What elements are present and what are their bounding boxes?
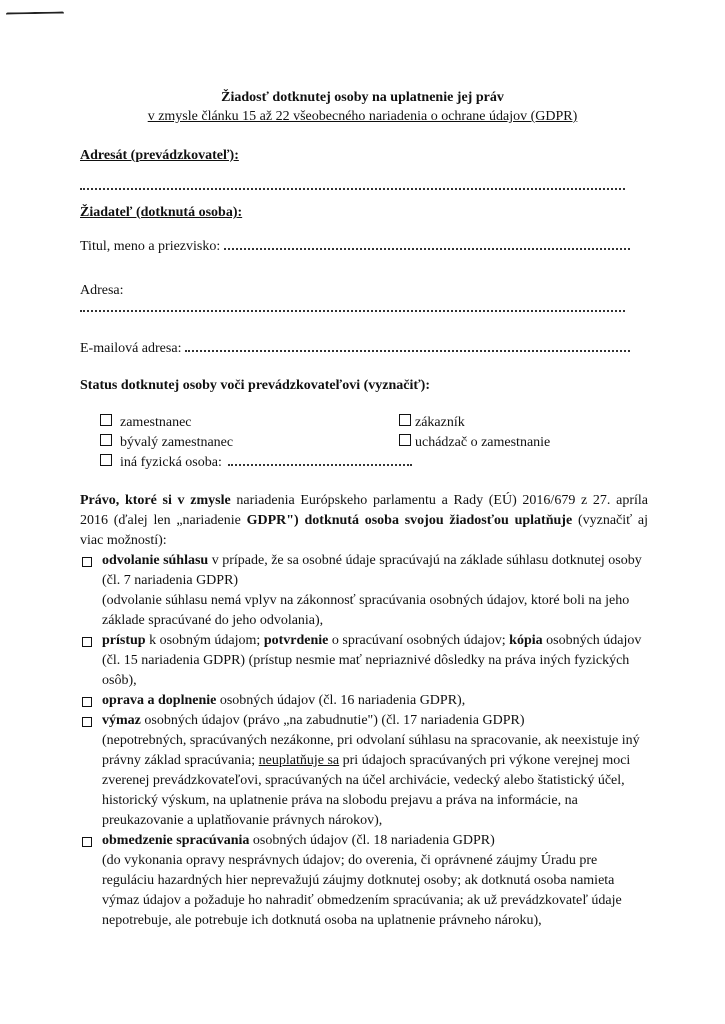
status-option-customer[interactable]: zákazník: [399, 413, 465, 433]
name-dotted-line[interactable]: [224, 236, 630, 250]
applicant-heading: Žiadateľ (dotknutá osoba):: [80, 205, 243, 220]
checkbox-withdraw-consent[interactable]: [82, 557, 92, 567]
status-option-job-applicant[interactable]: uchádzač o zamestnanie: [399, 433, 550, 453]
right-withdraw-consent[interactable]: odvolanie súhlasu v prípade, že sa osobné údaje spracúvajú na základe súhlasu dotknutej osoby (čl. 7 nariadenia GDPR) (odvolanie súhlasu nemá vplyv na zákonnosť spracúvania osobných údajov, ktoré boli na jeho základe spracúvané do jeho odvolania),: [82, 551, 652, 631]
name-field[interactable]: [80, 236, 630, 257]
document-subtitle: v zmysle článku 15 až 22 všeobecného nariadenia o ochrane údajov (GDPR): [147, 109, 578, 124]
address-label: Adresa:: [80, 283, 124, 298]
rights-intro: Právo, ktoré si v zmysle nariadenia Európskeho parlamentu a Rady (EÚ) 2016/679 z 27. apríla 2016 (ďalej len „nariadenie GDPR") dotknutá osoba svojou žiadosťou uplatňuje (vyznačiť aj viac možností):: [80, 493, 648, 548]
checkbox-rectification[interactable]: [82, 697, 92, 707]
checkbox-job-applicant[interactable]: [399, 434, 411, 446]
address-field[interactable]: [80, 308, 625, 312]
addressee-field[interactable]: [80, 186, 625, 190]
right-erasure[interactable]: výmaz osobných údajov (právo „na zabudnutie") (čl. 17 nariadenia GDPR) (nepotrebných, spracúvaných nezákonne, pri odvolaní súhlasu na spracovanie, ak neexistuje iný právny základ spracúvania; neuplatňuje sa pri údajoch spracúvaných pri výkone verejnej moci zverenej prevádzkovateľovi, spracúvaných na účel archivácie, vedecký alebo štatistický účel, historický výskum, na uplatnenie práva na slobodu prejavu a práva na informácie, na preukazovanie a uplatňovanie právnych nárokov),: [82, 711, 652, 831]
status-option-employee[interactable]: zamestnanec: [100, 413, 192, 433]
checkbox-restriction[interactable]: [82, 837, 92, 847]
name-label: Titul, meno a priezvisko:: [80, 239, 221, 254]
status-option-other-person[interactable]: iná fyzická osoba:: [100, 453, 412, 473]
email-field[interactable]: [80, 338, 630, 359]
checkbox-employee[interactable]: [100, 414, 112, 426]
addressee-heading: Adresát (prevádzkovateľ):: [80, 148, 239, 163]
other-person-field[interactable]: [228, 454, 412, 466]
right-access[interactable]: prístup k osobným údajom; potvrdenie o spracúvaní osobných údajov; kópia osobných údajov (čl. 15 nariadenia GDPR) (prístup nesmie mať nepriaznivé dôsledky na práva iných fyzických osôb),: [82, 631, 652, 691]
checkbox-customer[interactable]: [399, 414, 411, 426]
status-option-former-employee[interactable]: bývalý zamestnanec: [100, 433, 233, 453]
document-title: Žiadosť dotknutej osoby na uplatnenie jej práv: [221, 90, 504, 105]
right-rectification[interactable]: oprava a doplnenie osobných údajov (čl. 16 nariadenia GDPR),: [82, 691, 652, 711]
checkbox-other-person[interactable]: [100, 454, 112, 466]
right-restriction[interactable]: obmedzenie spracúvania osobných údajov (čl. 18 nariadenia GDPR) (do vykonania opravy nesprávnych údajov; do overenia, či oprávnené záujmy Úradu pre reguláciu hazardných hier neprevažujú záujmy dotknutej osoby; ak dotknutá osoba namieta výmaz údajov a požaduje ho nahradiť obmedzením spracúvania; ak už prevádzkovateľ údaje nepotrebuje, ale potrebuje ich dotknutá osoba na uplatnenie právneho nároku),: [82, 831, 652, 931]
checkbox-erasure[interactable]: [82, 717, 92, 727]
email-dotted-line[interactable]: [185, 338, 630, 352]
checkbox-former-employee[interactable]: [100, 434, 112, 446]
scan-mark: [6, 11, 64, 17]
email-label: E-mailová adresa:: [80, 341, 182, 356]
status-heading: Status dotknutej osoby voči prevádzkovateľovi (vyznačiť):: [80, 378, 430, 393]
checkbox-access[interactable]: [82, 637, 92, 647]
